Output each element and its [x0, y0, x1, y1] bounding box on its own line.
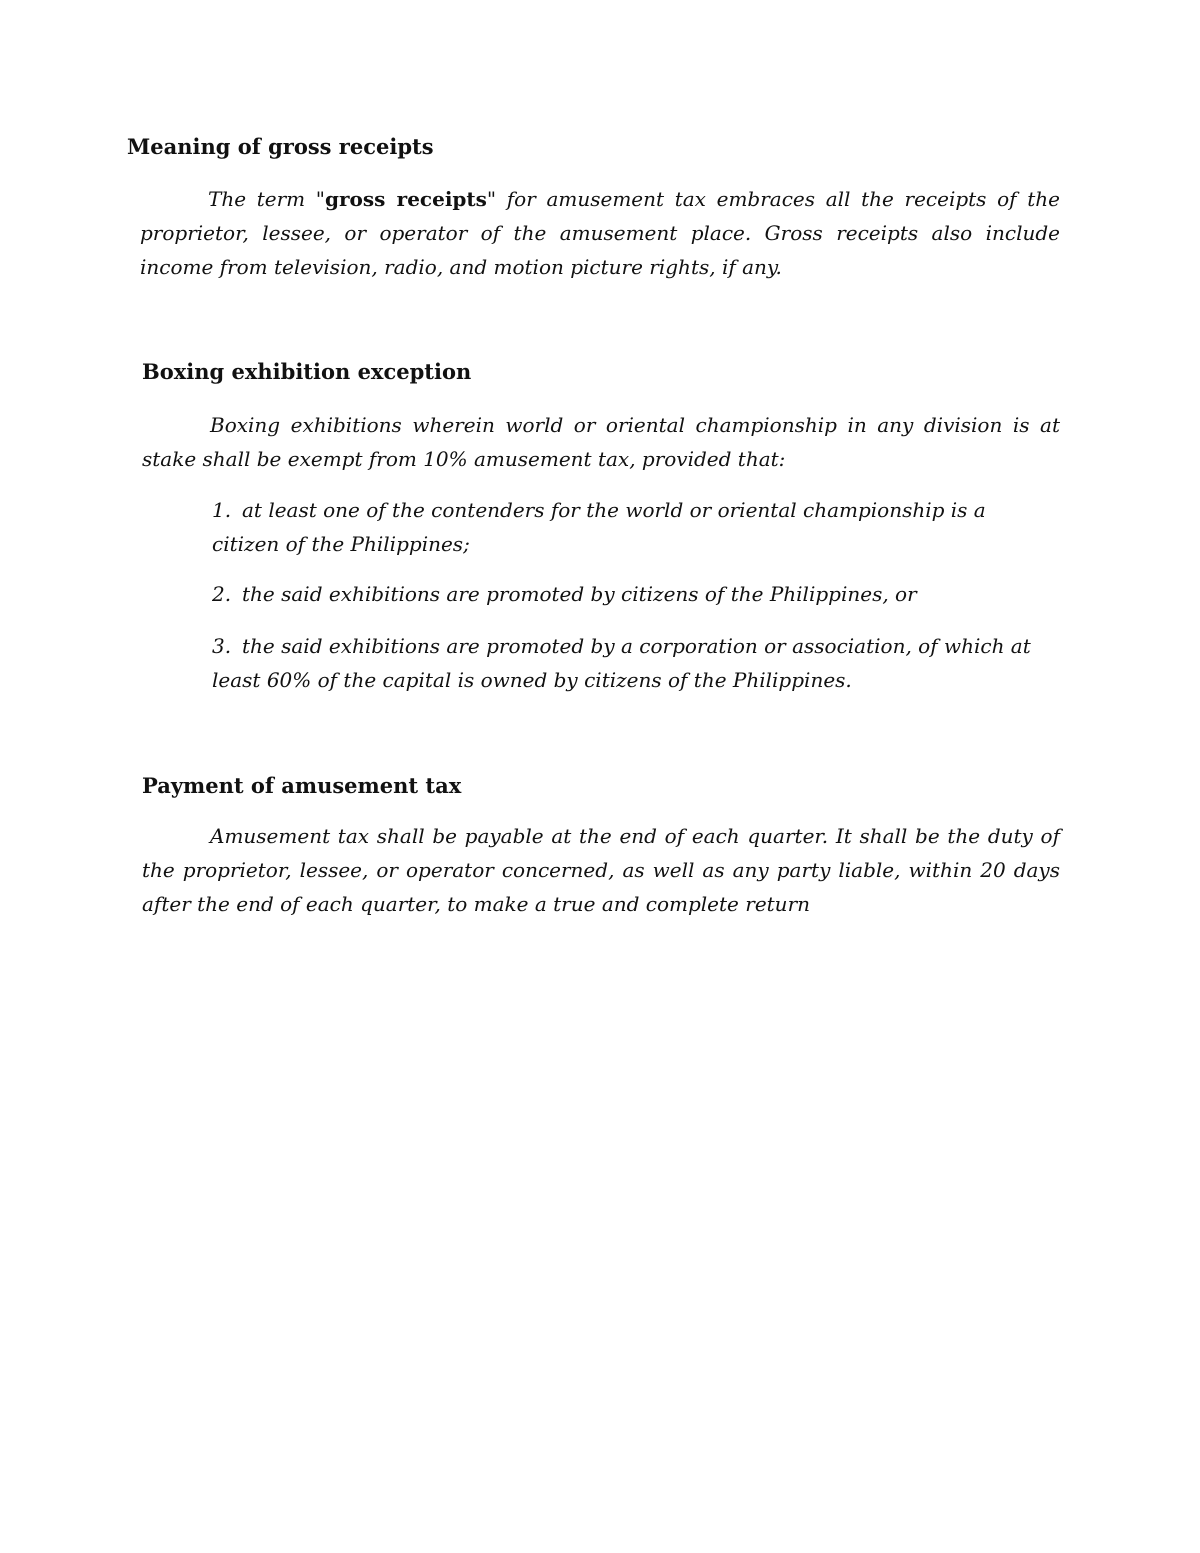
paragraph-boxing-exception [142, 408, 1060, 476]
list-item-text: the said exhibitions are promoted by a corporation or association, of which at least 60% of the capital is owned by citizens of the Philippines. [212, 634, 1031, 692]
heading-boxing-exception: Boxing exhibition exception [142, 359, 472, 384]
heading-payment: Payment of amusement tax [142, 773, 462, 798]
heading-gross-receipts: Meaning of gross receipts [127, 134, 434, 159]
list-item-number: 3. [212, 634, 232, 658]
boxing-exception-text: Boxing exhibitions wherein world or oriental championship in any division is at stake shall be exempt from 10% amusement tax, provided that: [142, 413, 1060, 471]
list-item-text: the said exhibitions are promoted by citizens of the Philippines, or [242, 582, 917, 606]
gross-receipts-text-before: The term " [208, 187, 325, 211]
list-item-number: 1. [212, 498, 232, 522]
list-item-number: 2. [212, 582, 232, 606]
list-item [212, 493, 1058, 561]
list-item [212, 577, 1058, 611]
gross-receipts-term: gross receipts [325, 187, 487, 211]
paragraph-gross-receipts [140, 182, 1060, 284]
list-item [212, 629, 1058, 697]
paragraph-payment [142, 819, 1060, 921]
list-item-text: at least one of the contenders for the world or oriental championship is a citizen of the Philippines; [212, 498, 986, 556]
payment-text: Amusement tax shall be payable at the end of each quarter. It shall be the duty of the proprietor, lessee, or operator concerned, as well as any party liable, within 20 days after the end of each quarter, to make a true and complete return [142, 824, 1060, 916]
gross-receipts-text-after: " for amusement tax embraces all the receipts of the proprietor, lessee, or operator of the amusement place. Gross receipts also include income from television, radio, and motion picture rights, if any. [140, 187, 1060, 279]
